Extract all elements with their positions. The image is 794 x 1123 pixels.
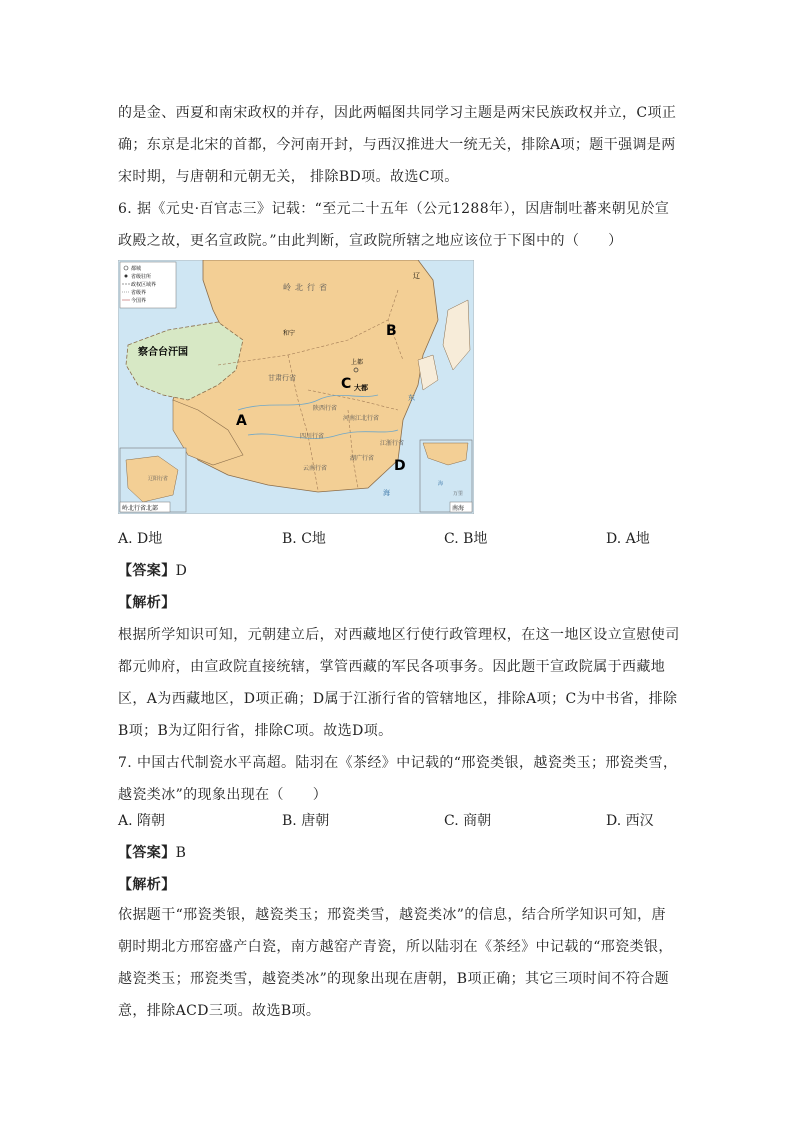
map-label: 察合台汗国 <box>138 347 188 358</box>
text-line: 的是金、西夏和南宋政权的并存，因此两幅图共同学习主题是两宋民族政权并立，C项正 <box>118 105 677 121</box>
map-label: 和宁 <box>283 330 296 337</box>
legend-item: 都城 <box>131 266 142 272</box>
legend-item: 今国界 <box>131 298 147 304</box>
map-marker-d: D <box>394 458 406 474</box>
analysis-line: 区，A为西藏地区，D项正确；D属于江浙行省的管辖地区，排除A项；C为中书省，排除 <box>118 691 678 707</box>
question-7-line: 越瓷类冰”的现象出现在（ ） <box>118 787 328 803</box>
map-label: 海 <box>383 489 390 497</box>
map-label: 辽 <box>413 272 420 280</box>
option-c: C. B地 <box>444 531 488 547</box>
answer-value: B <box>175 845 187 861</box>
analysis-line: 依据题干“邢瓷类银，越瓷类玉；邢瓷类雪，越瓷类冰”的信息，结合所学知识可知，唐 <box>118 907 666 923</box>
question-7-line: 7. 中国古代制瓷水平高超。陆羽在《茶经》中记载的“邢瓷类银，越瓷类玉；邢瓷类雪， <box>118 755 678 771</box>
map-label: 海 <box>438 481 444 487</box>
legend-item: 省级界 <box>131 290 147 296</box>
option-b: B. 唐朝 <box>282 813 330 829</box>
option-b: B. C地 <box>282 531 326 547</box>
map-marker-c: C <box>341 376 352 392</box>
analysis-label: 【解析】 <box>118 595 176 611</box>
yuan-dynasty-map <box>118 260 474 514</box>
analysis-line: 都元帅府，由宣政院直接统辖，掌管西藏的军民各项事务。因此题干宣政院属于西藏地 <box>118 659 666 675</box>
map-label: 湖广行省 <box>350 455 375 462</box>
analysis-line: 根据所学知识可知，元朝建立后，对西藏地区行使行政管理权，在这一地区设立宣慰使司 <box>118 627 680 643</box>
answer-line <box>118 843 186 863</box>
map-label: 江浙行省 <box>380 440 405 447</box>
option-c: C. 商朝 <box>444 813 492 829</box>
answer-label: 【答案】 <box>118 563 176 579</box>
analysis-label: 【解析】 <box>118 877 176 893</box>
map-label: 岭北行省 <box>283 283 331 292</box>
map-marker-a: A <box>236 413 247 429</box>
text-line: 宋时期，与唐朝和元朝无关， 排除BD项。故选C项。 <box>118 169 459 185</box>
map-label: 辽阳行省 <box>148 476 169 482</box>
map-label: 大都 <box>354 384 368 392</box>
map-marker-b: B <box>386 323 397 339</box>
map-label: 四川行省 <box>300 433 325 440</box>
inset-caption: 南海 <box>452 505 465 512</box>
option-d: D. 西汉 <box>606 813 654 829</box>
text-line: 确；东京是北宋的首都，今河南开封，与西汉推进大一统无关，排除A项；题干强调是两 <box>118 137 676 153</box>
map-label: 云南行省 <box>303 465 328 472</box>
option-a: A. D地 <box>118 531 163 547</box>
answer-line <box>118 561 187 581</box>
analysis-line: 意，排除ACD三项。故选B项。 <box>118 1003 321 1019</box>
map-label: 陕西行省 <box>313 405 338 412</box>
legend-item: 政权区域界 <box>131 282 157 288</box>
answer-value: D <box>175 563 188 579</box>
map-label: 上都 <box>351 359 364 366</box>
question-6-line: 政殿之故，更名宣政院。”由此判断，宣政院所辖之地应该位于下图中的（ ） <box>118 233 623 249</box>
question-6-line: 6. 据《元史·百官志三》记载：“至元二十五年（公元1288年），因唐制吐蕃来朝见於宣 <box>118 201 670 217</box>
analysis-line: 越瓷类玉；邢瓷类雪，越瓷类冰”的现象出现在唐朝，B项正确；其它三项时间不符合题 <box>118 971 670 987</box>
option-d: D. A地 <box>606 531 650 547</box>
legend-item: 省级驻所 <box>131 274 152 280</box>
map-label: 万里 <box>453 491 464 497</box>
analysis-line: B项；B为辽阳行省，排除C项。故选D项。 <box>118 723 393 739</box>
map-label: 河南江北行省 <box>343 415 380 422</box>
answer-label: 【答案】 <box>118 845 176 861</box>
map-label: 东 <box>408 394 415 402</box>
analysis-line: 朝时期北方邢窑盛产白瓷，南方越窑产青瓷，所以陆羽在《茶经》中记载的“邢瓷类银， <box>118 939 673 955</box>
inset-caption: 岭北行省北部 <box>122 505 159 512</box>
option-a: A. 隋朝 <box>118 813 166 829</box>
map-label: 甘肃行省 <box>268 374 296 382</box>
